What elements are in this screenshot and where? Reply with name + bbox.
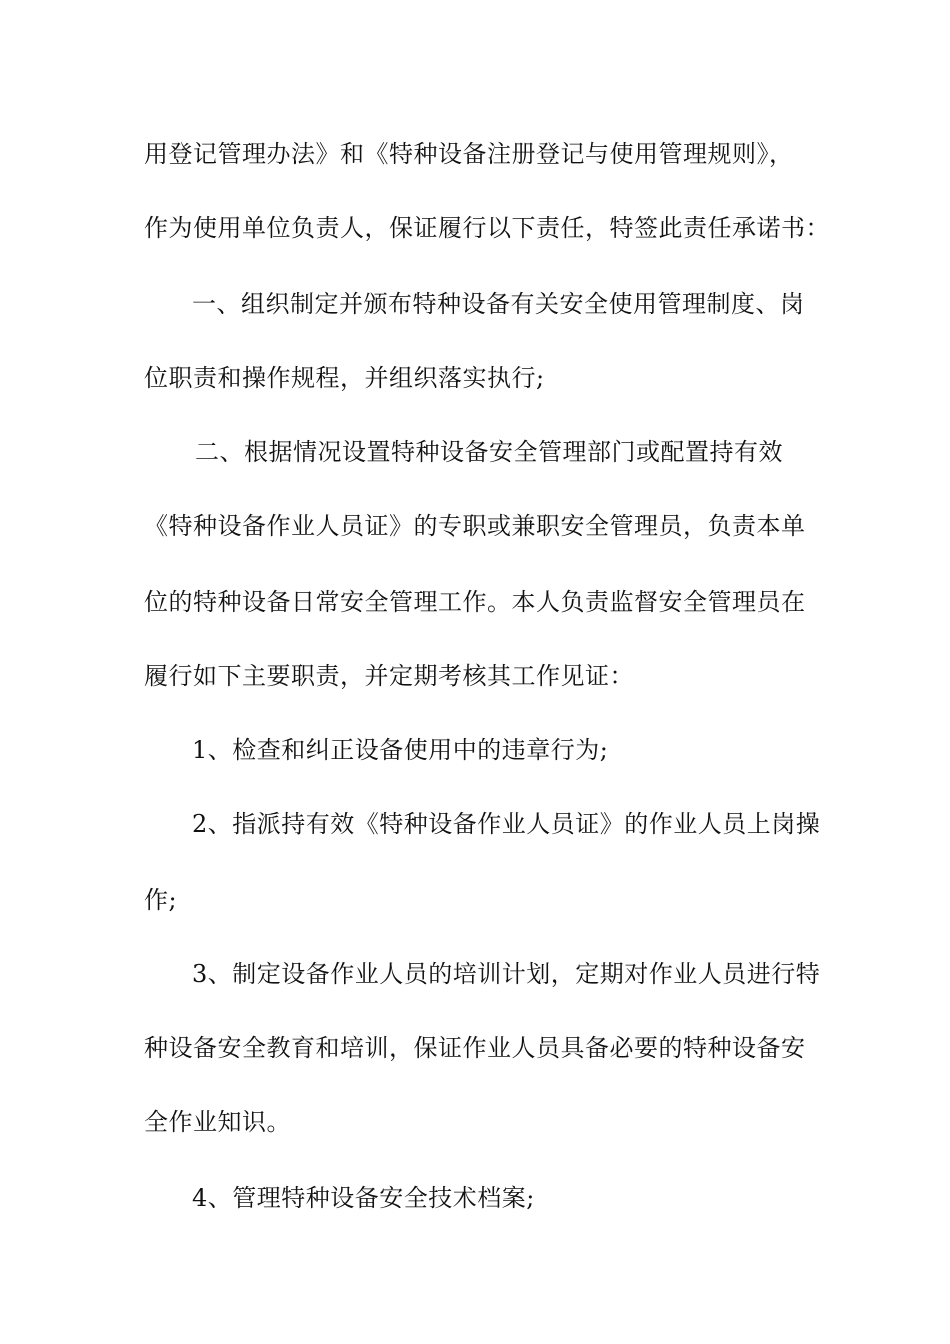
text-line-2: 作为使用单位负责人，保证履行以下责任，特签此责任承诺书： [144,214,830,242]
text-line-7: 位的特种设备日常安全管理工作。本人负责监督安全管理员在 [144,588,806,616]
text-line-6: 《特种设备作业人员证》的专职或兼职安全管理员，负责本单 [144,512,806,540]
text-line-8: 履行如下主要职责，并定期考核其工作见证： [144,662,634,690]
text-line-14: 全作业知识。 [144,1108,291,1136]
text-line-11: 作; [144,886,178,914]
text-line-9: 1、检查和纠正设备使用中的违章行为; [192,736,609,764]
text-line-1: 用登记管理办法》和《特种设备注册登记与使用管理规则》， [144,140,794,168]
text-line-4: 位职责和操作规程，并组织落实执行; [144,364,545,392]
text-line-15: 4、管理特种设备安全技术档案; [192,1184,535,1212]
text-line-12: 3、制定设备作业人员的培训计划，定期对作业人员进行特 [192,960,821,988]
text-line-13: 种设备安全教育和培训，保证作业人员具备必要的特种设备安 [144,1034,806,1062]
text-line-3: 一、组织制定并颁布特种设备有关安全使用管理制度、岗 [192,290,805,318]
text-line-5: 二、根据情况设置特种设备安全管理部门或配置持有效 [195,438,783,466]
text-line-10: 2、指派持有效《特种设备作业人员证》的作业人员上岗操 [192,810,821,838]
